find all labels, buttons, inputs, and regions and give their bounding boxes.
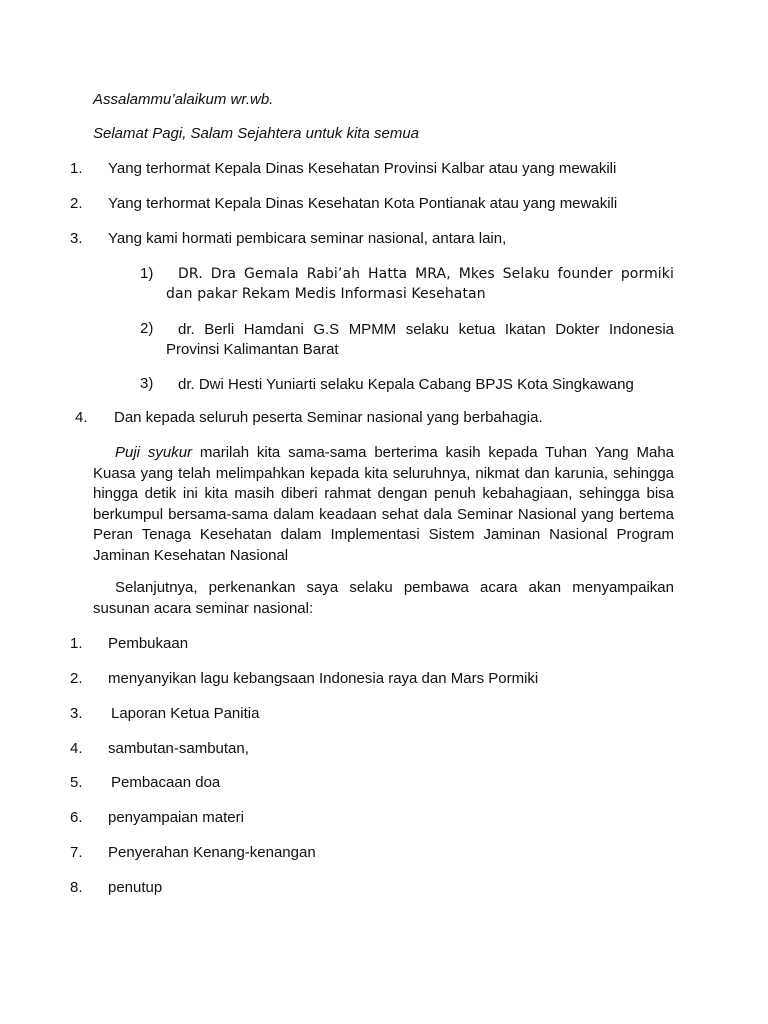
speaker-item: DR. Dra Gemala Rabi’ah Hatta MRA, Mkes Selaku founder pormiki dan pakar Rekam Medis Informasi Kesehatan	[166, 266, 674, 302]
salutation: Selamat Pagi, Salam Sejahtera untuk kita semua	[93, 125, 420, 142]
list-number: 3.	[70, 230, 83, 247]
speaker-number: 2)	[140, 320, 154, 337]
agenda-number: 8.	[70, 879, 83, 896]
agenda-number: 7.	[70, 844, 83, 861]
list-number: 4.	[75, 409, 88, 426]
speaker-number: 3)	[140, 375, 154, 392]
agenda-item: Pembukaan	[108, 635, 189, 652]
agenda-number: 1.	[70, 635, 83, 652]
agenda-number: 4.	[70, 740, 83, 757]
list-item: Yang terhormat Kepala Dinas Kesehatan Provinsi Kalbar atau yang mewakili	[108, 160, 617, 177]
body-paragraph	[93, 443, 674, 566]
agenda-item: Penyerahan Kenang-kenangan	[108, 844, 316, 861]
agenda-number: 6.	[70, 809, 83, 826]
agenda-item: Laporan Ketua Panitia	[111, 705, 260, 722]
list-item: Yang terhormat Kepala Dinas Kesehatan Kota Pontianak atau yang mewakili	[108, 195, 618, 212]
speaker-item: dr. Dwi Hesti Yuniarti selaku Kepala Cabang BPJS Kota Singkawang	[178, 376, 634, 393]
agenda-item: Pembacaan doa	[111, 774, 221, 791]
speaker-item: dr. Berli Hamdani G.S MPMM selaku ketua Ikatan Dokter Indonesia Provinsi Kalimantan Barat	[166, 321, 674, 358]
paragraph-lead: Puji syukur	[115, 444, 193, 461]
paragraph-body: Selanjutnya, perkenankan saya selaku pembawa acara akan menyampaikan susunan acara seminar nasional:	[93, 579, 674, 617]
list-number: 1.	[70, 160, 83, 177]
speaker-number: 1)	[140, 265, 154, 282]
agenda-number: 3.	[70, 705, 83, 722]
agenda-item: menyanyikan lagu kebangsaan Indonesia raya dan Mars Pormiki	[108, 670, 539, 687]
list-item: Yang kami hormati pembicara seminar nasional, antara lain,	[108, 230, 507, 247]
agenda-number: 2.	[70, 670, 83, 687]
agenda-item: penutup	[108, 879, 163, 896]
agenda-item: penyampaian materi	[108, 809, 244, 826]
agenda-item: sambutan-sambutan,	[108, 740, 249, 757]
greeting: Assalammu’alaikum wr.wb.	[93, 91, 274, 108]
agenda-number: 5.	[70, 774, 83, 791]
list-number: 2.	[70, 195, 83, 212]
list-item: Dan kepada seluruh peserta Seminar nasional yang berbahagia.	[114, 409, 543, 426]
paragraph-body: marilah kita sama-sama berterima kasih kepada Tuhan Yang Maha Kuasa yang telah melimpahkan kepada kita seluruhnya, nikmat dan karunia, sehingga hingga detik ini kita masih diberi rahmat dengan penuh kebahagiaan, sehingga bisa berkumpul bersama-sama dalam keadaan sehat dala Seminar Nasional yang bertema Peran Tenaga Kesehatan dalam Implementasi Sistem Jaminan Nasional Program Jaminan Kesehatan Nasional	[93, 444, 675, 564]
body-paragraph	[93, 578, 674, 619]
